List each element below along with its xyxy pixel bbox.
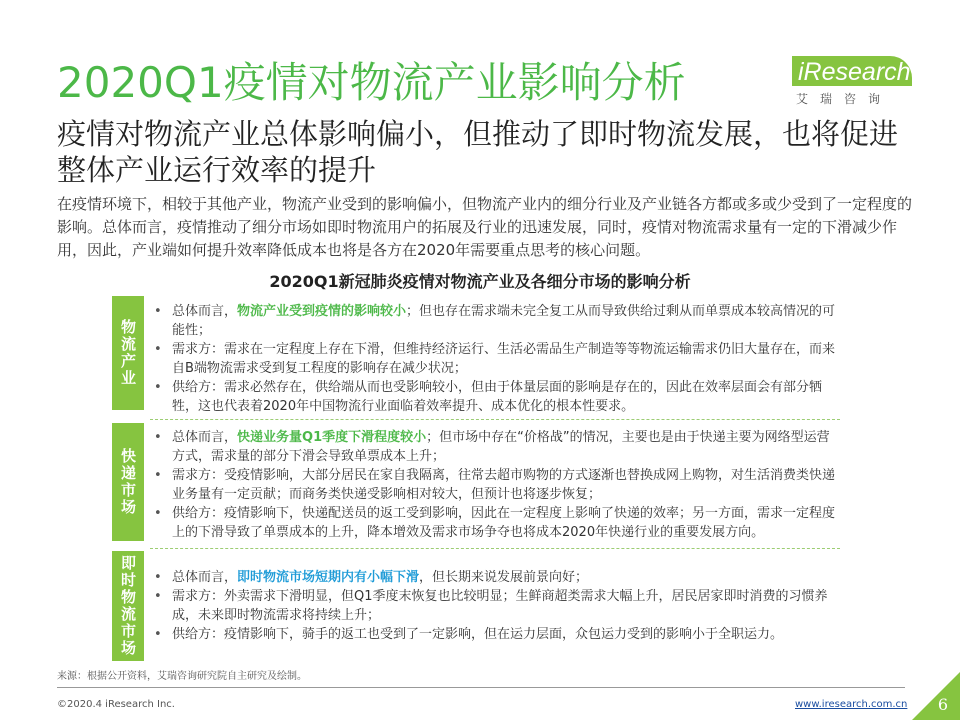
section-divider bbox=[150, 548, 840, 549]
list-item: • 总体而言，快递业务量Q1季度下滑程度较小；但市场中存在“价格战”的情况，主要也是由于快递主要为网络型运营方式，需求量的部分下滑会导致单票成本上升； bbox=[150, 428, 840, 466]
list-item: • 供给方：疫情影响下，快递配送员的返工受到影响，因此在一定程度上影响了快递的效率；另一方面，需求一定程度上的下滑导致了单票成本的上升，降本增效及需求市场争夺也将成本2020年快递行业的重要发展方向。 bbox=[150, 504, 840, 542]
list-item: • 供给方：需求必然存在，供给端从而也受影响较小，但由于体量层面的影响是存在的，因此在效率层面会有部分牺牲，这也代表着2020年中国物流行业面临着效率提升、成本优化的根本性要求。 bbox=[150, 378, 840, 416]
page-subtitle: 疫情对物流产业总体影响偏小，但推动了即时物流发展，也将促进整体产业运行效率的提升 bbox=[57, 117, 899, 187]
footer-divider bbox=[57, 687, 905, 688]
express-points bbox=[150, 428, 840, 542]
page-title: 2020Q1疫情对物流产业影响分析 bbox=[57, 58, 686, 107]
logo-text: iResearch bbox=[798, 58, 911, 86]
logo-cn-text: 艾瑞咨询 bbox=[796, 92, 893, 106]
source-note: 来源：根据公开资料，艾瑞咨询研究院自主研究及绘制。 bbox=[57, 671, 307, 682]
list-item: • 总体而言，即时物流市场短期内有小幅下滑，但长期来说发展前景向好； bbox=[150, 568, 840, 587]
iresearch-logo bbox=[792, 46, 922, 116]
list-item: • 需求方：外卖需求下滑明显，但Q1季度末恢复也比较明显；生鲜商超类需求大幅上升，居民居家即时消费的习惯养成，未来即时物流需求将持续上升； bbox=[150, 587, 840, 625]
section-title: 2020Q1新冠肺炎疫情对物流产业及各细分市场的影响分析 bbox=[269, 272, 691, 291]
website-link[interactable]: www.iresearch.com.cn bbox=[795, 699, 908, 710]
intro-paragraph: 在疫情环境下，相较于其他产业，物流产业受到的影响偏小，但物流产业内的细分行业及产业链各方都或多或少受到了一定程度的影响。总体而言，疫情推动了细分市场如即时物流用户的拓展及行业的迅速发展，同时，疫情对物流需求量有一定的下滑减少作用，因此，产业端如何提升效率降低成本也将是各方在2020年需要重点思考的核心问题。 bbox=[57, 195, 913, 259]
section-divider bbox=[150, 419, 840, 420]
list-item: • 供给方：疫情影响下，骑手的返工也受到了一定影响，但在运力层面，众包运力受到的影响小于全职运力。 bbox=[150, 625, 840, 644]
category-label-express: 快递市场 bbox=[112, 423, 144, 541]
list-item: • 需求方：受疫情影响，大部分居民在家自我隔离，往常去超市购物的方式逐渐也替换成网上购物，对生活消费类快递业务量有一定贡献；而商务类快递受影响相对较大，但预计也将逐步恢复； bbox=[150, 466, 840, 504]
list-item: • 总体而言，物流产业受到疫情的影响较小；但也存在需求端未完全复工从而导致供给过剩从而单票成本较高情况的可能性； bbox=[150, 302, 840, 340]
page-number: 6 bbox=[937, 695, 948, 714]
copyright: ©2020.4 iResearch Inc. bbox=[57, 699, 175, 710]
instant-logistics-points bbox=[150, 568, 840, 644]
list-item: • 需求方：需求在一定程度上存在下滑，但维持经济运行、生活必需品生产制造等等物流运输需求仍旧大量存在，而来自B端物流需求受到复工程度的影响存在减少状况； bbox=[150, 340, 840, 378]
category-label-instant-logistics: 即时物流市场 bbox=[112, 551, 144, 661]
page-corner-decoration bbox=[912, 672, 960, 720]
logistics-points bbox=[150, 302, 840, 416]
category-label-logistics: 物流产业 bbox=[112, 296, 144, 410]
